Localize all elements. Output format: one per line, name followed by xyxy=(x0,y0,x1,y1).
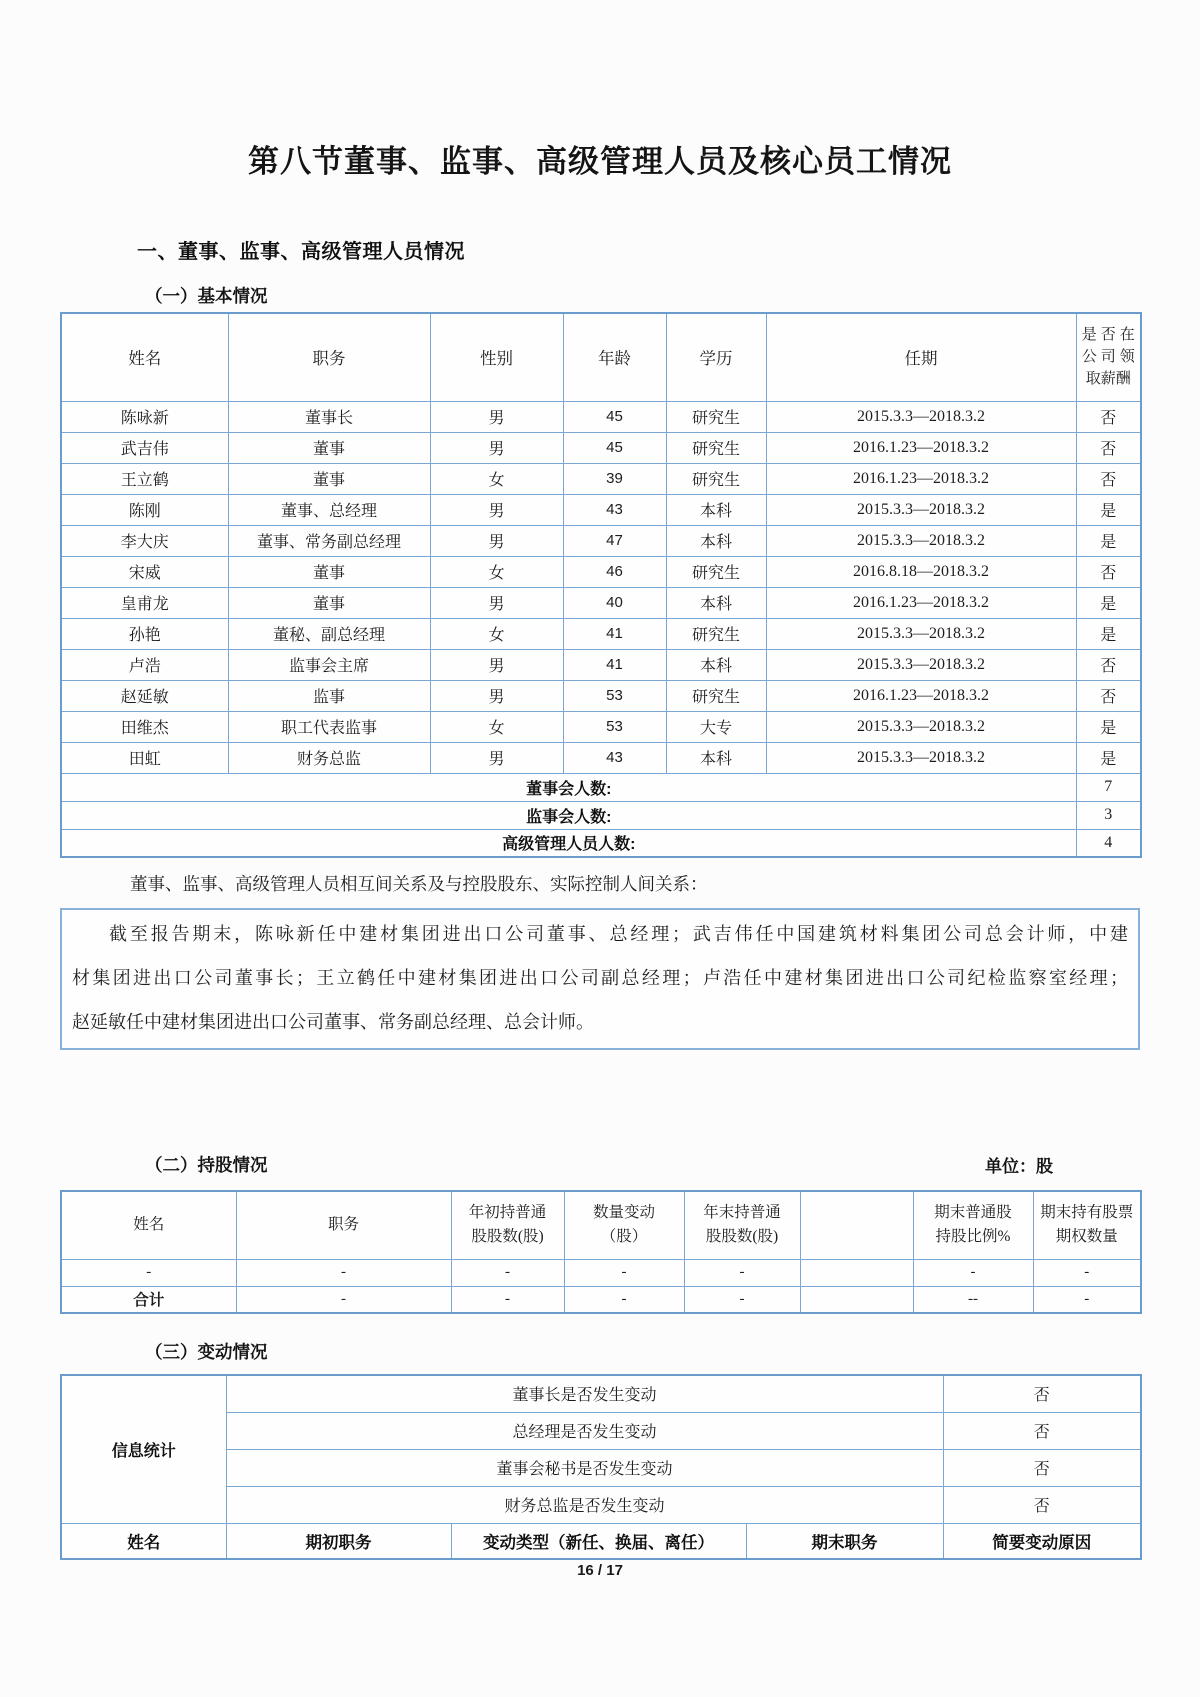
cell-education: 研究生 xyxy=(666,680,766,711)
col-gender-header: 性别 xyxy=(430,313,563,401)
cell-age: 45 xyxy=(563,401,666,432)
cell-age: 43 xyxy=(563,494,666,525)
cell-education: 研究生 xyxy=(666,618,766,649)
holding-table-header xyxy=(61,1191,1141,1259)
changes-table-body xyxy=(61,1375,1141,1559)
cell-name: 王立鹤 xyxy=(61,463,228,494)
cell-gender: 女 xyxy=(430,618,563,649)
cell-age: 45 xyxy=(563,432,666,463)
cell-age: 43 xyxy=(563,742,666,773)
cell-paid: 否 xyxy=(1076,463,1141,494)
summary-row xyxy=(61,773,1141,801)
change-answer-cell: 否 xyxy=(943,1375,1141,1412)
cell-term: 2015.3.3—2018.3.2 xyxy=(766,711,1076,742)
holding-cell: - xyxy=(684,1259,800,1286)
director-row xyxy=(61,742,1141,773)
cell-paid: 是 xyxy=(1076,742,1141,773)
cell-name: 陈咏新 xyxy=(61,401,228,432)
cell-gender: 男 xyxy=(430,432,563,463)
cell-paid: 是 xyxy=(1076,618,1141,649)
holding-cell: - xyxy=(451,1286,564,1313)
change-answer-cell: 否 xyxy=(943,1486,1141,1523)
cell-term: 2016.1.23—2018.3.2 xyxy=(766,680,1076,711)
cell-paid: 否 xyxy=(1076,680,1141,711)
cell-education: 本科 xyxy=(666,494,766,525)
paid-header-line: 公司领 xyxy=(1081,349,1139,366)
holding-header-cell xyxy=(451,1191,564,1259)
cell-education: 本科 xyxy=(666,525,766,556)
cell-title: 董事 xyxy=(228,463,430,494)
relationship-text-line: 材集团进出口公司董事长；王立鹤任中建材集团进出口公司副总经理；卢浩任中建材集团进出口公司纪检监察室经理； xyxy=(72,968,1128,988)
cell-education: 研究生 xyxy=(666,401,766,432)
relationship-text-line: 截至报告期末，陈咏新任中建材集团进出口公司董事、总经理；武吉伟任中国建筑材料集团公司总会计师，中建 xyxy=(109,924,1128,944)
header-line: 年末持普通 xyxy=(703,1204,781,1222)
cell-age: 40 xyxy=(563,587,666,618)
cell-education: 研究生 xyxy=(666,432,766,463)
summary-value: 7 xyxy=(1076,773,1141,801)
holding-cell: -- xyxy=(913,1286,1033,1313)
holding-cell: - xyxy=(1033,1286,1141,1313)
cell-term: 2016.1.23—2018.3.2 xyxy=(766,432,1076,463)
holding-subheading: （二）持股情况 xyxy=(145,1155,268,1175)
col-paid-header xyxy=(1076,313,1141,401)
holding-table-body xyxy=(61,1259,1141,1313)
cell-age: 41 xyxy=(563,649,666,680)
cell-name: 陈刚 xyxy=(61,494,228,525)
cell-gender: 男 xyxy=(430,680,563,711)
director-row xyxy=(61,401,1141,432)
change-question-cell: 董事会秘书是否发生变动 xyxy=(226,1449,943,1486)
header-line: 期末持有股票 xyxy=(1040,1204,1134,1222)
cell-gender: 女 xyxy=(430,463,563,494)
cell-title: 职工代表监事 xyxy=(228,711,430,742)
summary-value: 3 xyxy=(1076,801,1141,829)
cell-title: 董事、常务副总经理 xyxy=(228,525,430,556)
holding-row xyxy=(61,1286,1141,1313)
cell-term: 2015.3.3—2018.3.2 xyxy=(766,401,1076,432)
changes-table xyxy=(60,1374,1142,1560)
col-title-header: 职务 xyxy=(228,313,430,401)
cell-term: 2016.1.23—2018.3.2 xyxy=(766,587,1076,618)
change-row xyxy=(61,1375,1141,1412)
relationship-box xyxy=(60,908,1140,1050)
cell-gender: 男 xyxy=(430,525,563,556)
summary-label: 董事会人数: xyxy=(61,773,1076,801)
holding-header-cell-empty xyxy=(800,1191,913,1259)
cell-gender: 男 xyxy=(430,649,563,680)
holding-header-cell xyxy=(1033,1191,1141,1259)
header-line: 持股比例% xyxy=(935,1228,1011,1246)
paid-header-line: 是否在 xyxy=(1081,327,1139,344)
changes-bottom-header-row xyxy=(61,1523,1141,1559)
holding-cell: - xyxy=(564,1286,684,1313)
bottom-header-cell: 期初职务 xyxy=(226,1523,451,1559)
cell-age: 41 xyxy=(563,618,666,649)
header-line: 期权数量 xyxy=(1055,1228,1118,1246)
holding-heading-row xyxy=(60,1152,1140,1177)
cell-paid: 是 xyxy=(1076,587,1141,618)
holding-table xyxy=(60,1190,1142,1314)
change-question-cell: 财务总监是否发生变动 xyxy=(226,1486,943,1523)
changes-subheading: （三）变动情况 xyxy=(145,1342,268,1362)
paid-header-line: 取薪酬 xyxy=(1085,371,1131,388)
holding-row xyxy=(61,1259,1141,1286)
summary-value: 4 xyxy=(1076,829,1141,857)
director-row xyxy=(61,525,1141,556)
holding-cell: - xyxy=(236,1259,451,1286)
cell-age: 46 xyxy=(563,556,666,587)
cell-term: 2015.3.3—2018.3.2 xyxy=(766,742,1076,773)
cell-education: 本科 xyxy=(666,742,766,773)
cell-title: 监事 xyxy=(228,680,430,711)
director-row xyxy=(61,587,1141,618)
cell-title: 董事 xyxy=(228,556,430,587)
basic-table-summary xyxy=(61,773,1141,857)
change-answer-cell: 否 xyxy=(943,1412,1141,1449)
director-row xyxy=(61,680,1141,711)
header-line: 姓名 xyxy=(133,1216,165,1234)
cell-term: 2016.1.23—2018.3.2 xyxy=(766,463,1076,494)
cell-title: 董秘、副总经理 xyxy=(228,618,430,649)
col-name-header: 姓名 xyxy=(61,313,228,401)
cell-title: 董事 xyxy=(228,432,430,463)
summary-label: 监事会人数: xyxy=(61,801,1076,829)
header-row xyxy=(61,313,1141,401)
header-row xyxy=(61,1191,1141,1259)
summary-row xyxy=(61,801,1141,829)
basic-info-table xyxy=(60,312,1142,858)
header-line: 数量变动 xyxy=(592,1204,655,1222)
cell-name: 皇甫龙 xyxy=(61,587,228,618)
bottom-header-cell: 变动类型（新任、换届、离任） xyxy=(451,1523,746,1559)
cell-paid: 否 xyxy=(1076,401,1141,432)
cell-term: 2015.3.3—2018.3.2 xyxy=(766,525,1076,556)
cell-gender: 男 xyxy=(430,742,563,773)
cell-name: 卢浩 xyxy=(61,649,228,680)
cell-gender: 男 xyxy=(430,494,563,525)
cell-name: 李大庆 xyxy=(61,525,228,556)
header-line: 职务 xyxy=(327,1216,359,1234)
holding-cell: - xyxy=(684,1286,800,1313)
holding-header-cell xyxy=(564,1191,684,1259)
cell-term: 2016.8.18—2018.3.2 xyxy=(766,556,1076,587)
holding-cell: - xyxy=(236,1286,451,1313)
cell-education: 研究生 xyxy=(666,463,766,494)
relationship-lead: 董事、监事、高级管理人员相互间关系及与控股股东、实际控制人间关系： xyxy=(130,874,708,894)
cell-age: 53 xyxy=(563,711,666,742)
cell-age: 53 xyxy=(563,680,666,711)
cell-paid: 否 xyxy=(1076,649,1141,680)
cell-title: 董事、总经理 xyxy=(228,494,430,525)
director-row xyxy=(61,494,1141,525)
unit-label: 单位：股 xyxy=(985,1157,1053,1176)
cell-title: 董事 xyxy=(228,587,430,618)
director-row xyxy=(61,432,1141,463)
cell-paid: 是 xyxy=(1076,494,1141,525)
holding-cell: - xyxy=(61,1259,236,1286)
cell-name: 武吉伟 xyxy=(61,432,228,463)
cell-gender: 女 xyxy=(430,711,563,742)
director-row xyxy=(61,463,1141,494)
change-answer-cell: 否 xyxy=(943,1449,1141,1486)
cell-paid: 是 xyxy=(1076,525,1141,556)
stat-label-cell: 信息统计 xyxy=(61,1375,226,1523)
cell-education: 本科 xyxy=(666,587,766,618)
cell-gender: 男 xyxy=(430,401,563,432)
director-row xyxy=(61,711,1141,742)
cell-age: 39 xyxy=(563,463,666,494)
holding-cell: - xyxy=(564,1259,684,1286)
col-term-header: 任期 xyxy=(766,313,1076,401)
cell-name: 孙艳 xyxy=(61,618,228,649)
cell-name: 宋威 xyxy=(61,556,228,587)
cell-name: 田维杰 xyxy=(61,711,228,742)
holding-cell xyxy=(800,1259,913,1286)
cell-education: 本科 xyxy=(666,649,766,680)
cell-education: 研究生 xyxy=(666,556,766,587)
director-row xyxy=(61,618,1141,649)
cell-name: 田虹 xyxy=(61,742,228,773)
header-line: 年初持普通 xyxy=(468,1204,547,1222)
bottom-header-cell: 期末职务 xyxy=(746,1523,943,1559)
header-line: 股股数(股) xyxy=(471,1228,544,1246)
cell-paid: 否 xyxy=(1076,556,1141,587)
cell-term: 2015.3.3—2018.3.2 xyxy=(766,618,1076,649)
relationship-text-line: 赵延敏任中建材集团进出口公司董事、常务副总经理、总会计师。 xyxy=(72,1012,594,1032)
cell-term: 2015.3.3—2018.3.2 xyxy=(766,649,1076,680)
basic-table-body xyxy=(61,401,1141,773)
basic-table-header xyxy=(61,313,1141,401)
cell-term: 2015.3.3—2018.3.2 xyxy=(766,494,1076,525)
cell-education: 大专 xyxy=(666,711,766,742)
basic-subheading: （一）基本情况 xyxy=(145,286,268,306)
holding-cell xyxy=(800,1286,913,1313)
header-line: 期末普通股 xyxy=(934,1204,1012,1222)
summary-label: 高级管理人员人数: xyxy=(61,829,1076,857)
cell-title: 财务总监 xyxy=(228,742,430,773)
page-number: 16 / 17 xyxy=(577,1562,623,1579)
bottom-header-cell: 简要变动原因 xyxy=(943,1523,1141,1559)
holding-header-cell xyxy=(684,1191,800,1259)
cell-name: 赵延敏 xyxy=(61,680,228,711)
holding-cell: - xyxy=(1033,1259,1141,1286)
col-education-header: 学历 xyxy=(666,313,766,401)
holding-header-cell xyxy=(913,1191,1033,1259)
cell-title: 董事长 xyxy=(228,401,430,432)
cell-age: 47 xyxy=(563,525,666,556)
cell-gender: 男 xyxy=(430,587,563,618)
cell-paid: 否 xyxy=(1076,432,1141,463)
cell-title: 监事会主席 xyxy=(228,649,430,680)
director-row xyxy=(61,649,1141,680)
cell-gender: 女 xyxy=(430,556,563,587)
cell-paid: 是 xyxy=(1076,711,1141,742)
header-line: 股股数(股) xyxy=(705,1228,779,1246)
summary-row xyxy=(61,829,1141,857)
holding-header-cell xyxy=(61,1191,236,1259)
holding-cell: 合计 xyxy=(61,1286,236,1313)
page-title: 第八节董事、监事、高级管理人员及核心员工情况 xyxy=(248,144,952,179)
holding-header-cell xyxy=(236,1191,451,1259)
section-heading: 一、董事、监事、高级管理人员情况 xyxy=(137,241,465,263)
bottom-header-cell: 姓名 xyxy=(61,1523,226,1559)
holding-cell: - xyxy=(913,1259,1033,1286)
header-line: （股） xyxy=(600,1228,648,1246)
change-question-cell: 董事长是否发生变动 xyxy=(226,1375,943,1412)
change-question-cell: 总经理是否发生变动 xyxy=(226,1412,943,1449)
director-row xyxy=(61,556,1141,587)
col-age-header: 年龄 xyxy=(563,313,666,401)
holding-cell: - xyxy=(451,1259,564,1286)
